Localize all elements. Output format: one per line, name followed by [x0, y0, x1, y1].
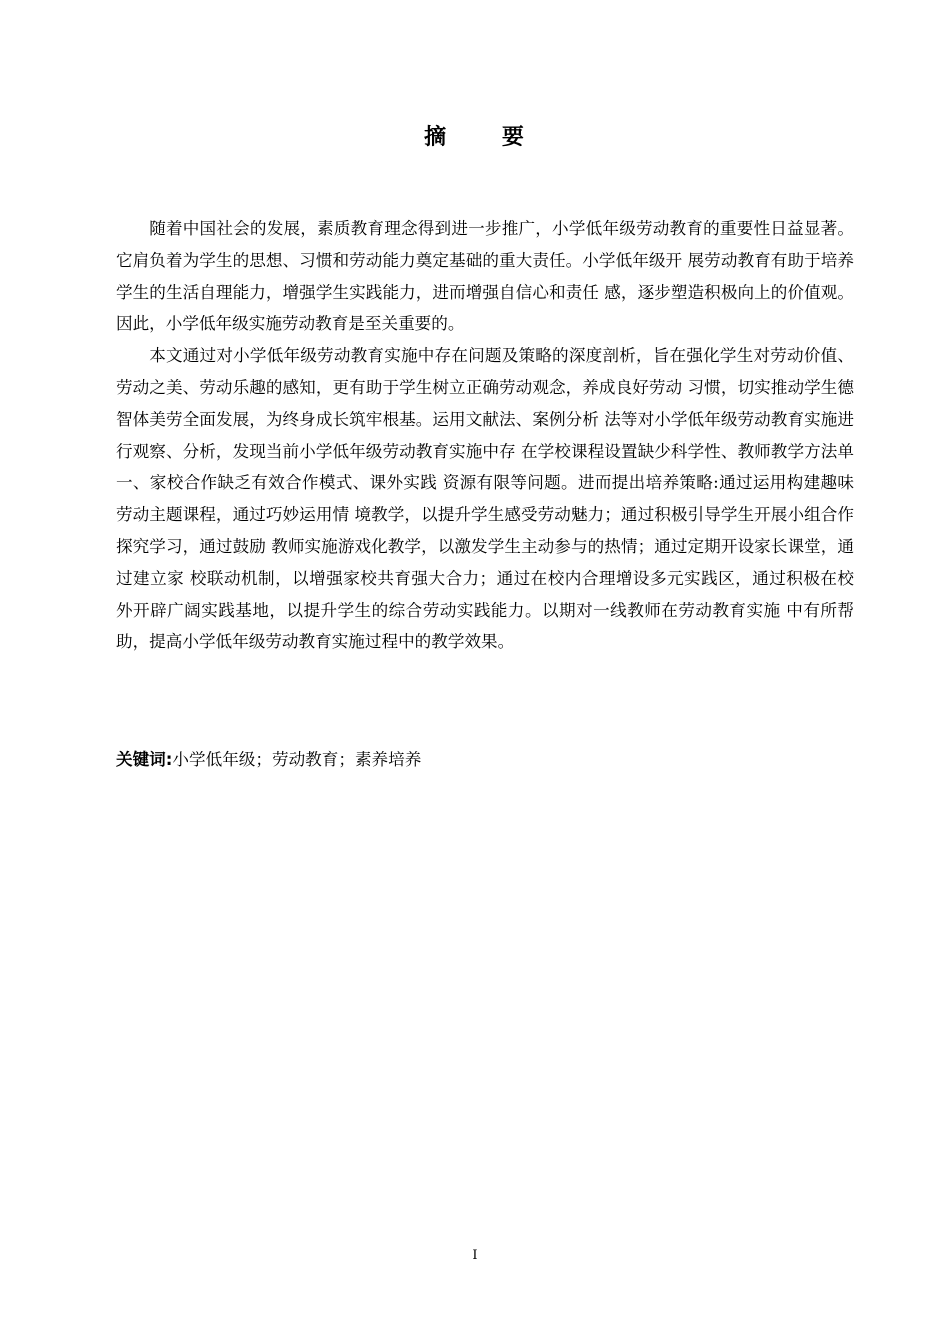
- page-number: I: [472, 1248, 478, 1263]
- abstract-title: 摘 要: [424, 125, 548, 150]
- keywords-text: 小学低年级；劳动教育；素养培养: [172, 750, 422, 769]
- abstract-paragraph-1: 随着中国社会的发展，素质教育理念得到进一步推广，小学低年级劳动教育的重要性日益显著。它肩负着为学生的思想、习惯和劳动能力奠定基础的重大责任。小学低年级开 展劳动教育有助于培养学生的生活自理能力，增强学生实践能力，进而增强自信心和责任 感，逐步塑造积极向上的价值观。因此，小学低年级实施劳动教育是至关重要的。: [116, 219, 854, 334]
- abstract-paragraph-2: 本文通过对小学低年级劳动教育实施中存在问题及策略的深度剖析，旨在强化学生对劳动价值、劳动之美、劳动乐趣的感知，更有助于学生树立正确劳动观念，养成良好劳动 习惯，切实推动学生德智体美劳全面发展，为终身成长筑牢根基。运用文献法、案例分析 法等对小学低年级劳动教育实施进行观察、分析，发现当前小学低年级劳动教育实施中存 在学校课程设置缺少科学性、教师教学方法单一、家校合作缺乏有效合作模式、课外实践 资源有限等问题。进而提出培养策略:通过运用构建趣味劳动主题课程，通过巧妙运用情 境教学，以提升学生感受劳动魅力；通过积极引导学生开展小组合作探究学习，通过鼓励 教师实施游戏化教学，以激发学生主动参与的热情；通过定期开设家长课堂，通过建立家 校联动机制，以增强家校共育强大合力；通过在校内合理增设多元实践区，通过积极在校 外开辟广阔实践基地，以提升学生的综合劳动实践能力。以期对一线教师在劳动教育实施 中有所帮助，提高小学低年级劳动教育实施过程中的教学效果。: [116, 346, 854, 652]
- keywords-line: [116, 744, 854, 776]
- abstract-body: [116, 213, 854, 658]
- keywords-label: 关键词:: [116, 750, 173, 769]
